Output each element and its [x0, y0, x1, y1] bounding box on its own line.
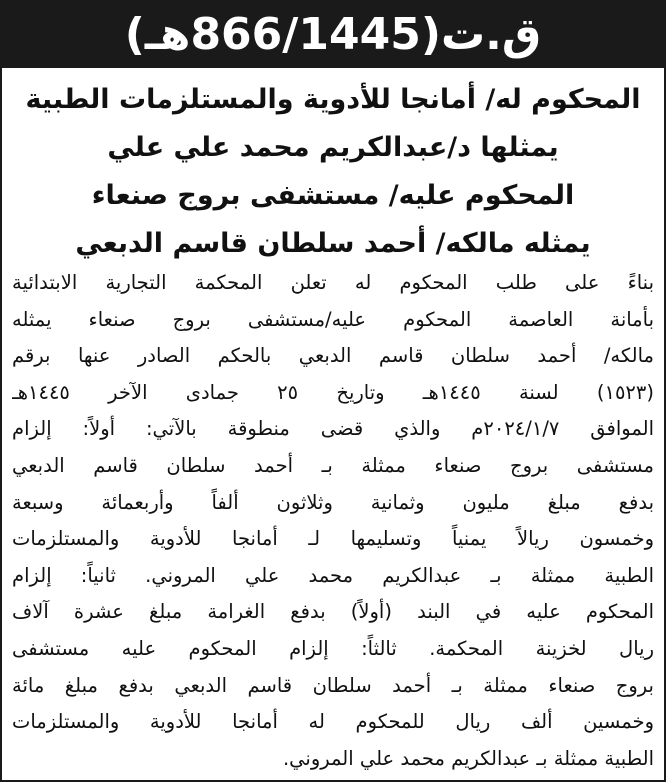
parties-block [2, 76, 664, 268]
body-line: بروج صنعاء ممثلة بـ أحمد سلطان قاسم الدبعي بدفع مبلغ مائة [12, 673, 654, 697]
body-line: الطبية ممثلة بـ عبدالكريم محمد علي المروني. [282, 746, 654, 770]
case-number: ق.ت(866/1445هـ) [124, 9, 542, 60]
body-line: بأمانة العاصمة المحكوم عليه/مستشفى بروج صنعاء يمثله [12, 307, 654, 331]
body-line: بناءً على طلب المحكوم له تعلن المحكمة التجارية الابتدائية [12, 271, 654, 294]
body-line: مالكه/ أحمد سلطان قاسم الدبعي بالحكم الصادر عنها برقم [12, 344, 654, 368]
notice-body [12, 265, 654, 777]
body-line: الطبية ممثلة بـ عبدالكريم محمد علي المروني. ثانياً: إلزام [12, 563, 654, 587]
plaintiff-representative-line: يمثلها د/عبدالكريم محمد علي علي [107, 132, 559, 163]
body-line: (١٥٢٣) لسنة ١٤٤٥هـ وتاريخ ٢٥ جمادى الآخر ١٤٤٥هـ [12, 380, 654, 404]
case-number-banner [2, 2, 664, 68]
body-line: وخمسون ريالاً يمنياً وتسليمها لـ أمانجا للأدوية والمستلزمات [12, 527, 654, 551]
body-line: وخمسين ألف ريال للمحكوم له أمانجا للأدوية والمستلزمات [12, 710, 654, 734]
body-line: مستشفى بروج صنعاء ممثلة بـ أحمد سلطان قاسم الدبعي [12, 453, 654, 477]
body-line: المحكوم عليه في البند (أولاً) بدفع الغرامة مبلغ عشرة آلاف [12, 600, 654, 624]
plaintiff-line: المحكوم له/ أمانجا للأدوية والمستلزمات الطبية [25, 84, 641, 115]
defendant-line: المحكوم عليه/ مستشفى بروج صنعاء [91, 180, 575, 211]
body-line: ريال لخزينة المحكمة. ثالثاً: إلزام المحكوم عليه مستشفى [12, 636, 654, 660]
defendant-representative-line: يمثله مالكه/ أحمد سلطان قاسم الدبعي [75, 228, 591, 259]
body-line: الموافق ٢٠٢٤/١/٧م والذي قضى منطوقة بالآتي: أولاً: إلزام [12, 417, 654, 441]
body-line: بدفع مبلغ مليون وثمانية وثلاثون ألفاً وأربعمائة وسبعة [12, 490, 654, 514]
